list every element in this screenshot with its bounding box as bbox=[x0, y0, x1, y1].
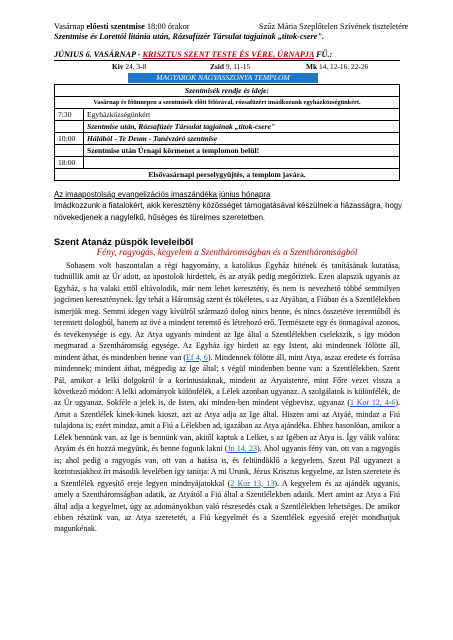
church-name-banner: MAGYAROK NAGYASSZONYA TEMPLOM bbox=[128, 73, 318, 83]
schedule-intention bbox=[84, 157, 400, 169]
schedule-row bbox=[55, 133, 400, 145]
schedule-time: 18:00 bbox=[55, 157, 84, 169]
schedule-row bbox=[55, 145, 400, 157]
feast-name: KRISZTUS SZENT TESTE ÉS VÉRE, ÚRNAPJA bbox=[142, 50, 315, 59]
scripture-link[interactable]: Ef 4, 6 bbox=[186, 352, 208, 362]
letter-body bbox=[54, 260, 400, 535]
reading-2-book: Zsid bbox=[210, 62, 224, 71]
schedule-time: 10:00 bbox=[55, 133, 84, 145]
mass-schedule-table bbox=[54, 84, 400, 181]
letter-text-5: ). A kegyelem és az ajándék ugyanis, amely a Szentháromságban adatik, az Atyától a Fiú által a Szentlélekben adatik. Mert amint az Atya a Fiú által adja a kegyelmet, úgy az adományokban való részesedés csak a Szentlélekben lehetséges. De amikor ebben részünk van, az Atya szeretetét, a Fiú kegyelmét és a Szentlélek egyesítő erejét mondhatjuk magunkénak. bbox=[54, 478, 401, 534]
evening-mass-time: 18:00 órakor bbox=[144, 22, 190, 31]
evening-mass-bold: előesti szentmise bbox=[86, 22, 145, 31]
letter-title: Szent Atanáz püspök leveleiből bbox=[54, 236, 194, 247]
schedule-intention: Hálából - Te Deum - Tanévzáró szentmise bbox=[84, 133, 400, 145]
schedule-time bbox=[55, 121, 84, 133]
reading-3-ref: 14, 12-16. 22-26 bbox=[317, 62, 369, 71]
letter-paragraph bbox=[54, 260, 400, 535]
schedule-row bbox=[55, 157, 400, 169]
reading-2 bbox=[210, 62, 250, 71]
letter-text-1: Sohasem volt haszontalan a régi hagyomány, a katolikus Egyház hitének és tanításának kutatása, tudniillik amit az Úr adott, az apostolok hirdettek, és az atyák pedig megőriztek. Ezen alapszik ugyanis az Egyház, s ha valaki ettől eltávolodik, már nem lehet keresztény, és nem is nevezhető többé semmilyen jogcímen kereszténynek. Így tehát a Háromság szent és tökéletes, s az Atyában, a Fiúban és a Szentlélekben ismerjük meg. Semmi idegen vagy kívülről származó dolog nincs benne, és nincs összetéve teremtőből és teremtett dologból, hanem az övé a mindent teremtő és létrehozó erő. Természete egy és önmagával azonos, és tevékenysége is egy. Az Atya ugyanis mindent az Ige által a Szentlélekben cselekszik, s így módon megmarad a Szentháromság egysége. Az Egyház így hirdeti az egy Istent, aki mindennek fölötte áll, mindent áthat, és mindenben benne van ( bbox=[54, 261, 400, 362]
scripture-link[interactable]: 2 Kor 13, 13 bbox=[230, 478, 275, 488]
rosary-note: Szentmise és Lorettói litánia után, Rózsafüzér Társulat tagjainak „titok-csere". bbox=[54, 32, 325, 41]
letter-text-4: ). Ahol ugyanis fény van, ott van a ragyogás is; ahol pedig a ragyogás van, ott van a hatása is, és feltündöklő a kegyelem. Szent Pál ugyanezt a korintusiakhoz írt második levelében így tanítja: A mi Urunk, Jézus Krisztus kegyelme, az Isten szeretete és a Szentlélek egyesítő ereje legyen mindnyájatokkal ( bbox=[54, 444, 400, 488]
schedule-intention: Szentmise után Úrnapi körmenet a templomon belül! bbox=[84, 145, 400, 157]
schedule-row bbox=[55, 109, 400, 121]
evening-mass-line bbox=[54, 22, 409, 31]
prayer-intention-title: Az imaapostolság evangelizációs imaszándéka június hónapra bbox=[54, 190, 271, 199]
reading-1-ref: 24, 3-8 bbox=[123, 62, 147, 71]
feast-suffix: FŰ.: bbox=[314, 50, 333, 59]
schedule-intention: Egyházközségünkért bbox=[84, 109, 400, 121]
schedule-time: 7:30 bbox=[55, 109, 84, 121]
reading-3-book: Mk bbox=[306, 62, 318, 71]
reading-1 bbox=[112, 62, 146, 71]
schedule-time bbox=[55, 145, 84, 157]
sunday-date: JÚNIUS 6. VASÁRNAP - bbox=[54, 50, 143, 59]
reading-2-ref: 9, 11-15 bbox=[223, 62, 251, 71]
prayer-intention-text: Imádkozzunk a fiatalokért, akik keresztény közösséget támogatásával készülnek a házasságra, hogy növekedjenek a nagylelkű, hűséges és türelmes szeretetben. bbox=[54, 201, 403, 222]
scripture-link[interactable]: 1 Kor 12, 4-6 bbox=[350, 398, 396, 408]
evening-mass-prefix: Vasárnap bbox=[54, 22, 87, 31]
letter-text-3: ). Amit a Szentlélek kinek-kinek kioszt, azt az Atya adja az Ige által. Hiszen ami az Atyáé, mindaz a Fiú tulajdona is; ezért mindaz, amit a Fiú a Lélekben ad, igazában az Atya ajándéka. Ehhez hasonlóan, amikor a Lélek bennünk van, az Ige is bennünk van, akitől kaptuk a Lelket, s az Igében az Atya is. Így válik valóra: Atyám és én hozzá megyünk, és benne fogunk lakni ( bbox=[54, 398, 400, 454]
schedule-header: Szentmisék rendje és ideje: bbox=[55, 85, 400, 97]
sunday-heading bbox=[54, 50, 400, 61]
collection-note: Elsővasárnapi perselygyűjtés, a templom javára. bbox=[55, 169, 400, 181]
schedule-note: Vasárnap és főünnepen a szentmisék előtt félórával, rózsafüzért imádkozunk egyházközségünkért. bbox=[55, 97, 400, 109]
schedule-row bbox=[55, 121, 400, 133]
reading-3 bbox=[306, 62, 368, 71]
reading-1-book: Kiv bbox=[112, 62, 124, 71]
letter-text-2: ). Mindennek fölötte áll, mint Atya, aszaz eredete és forrása mindennek; mindent áthat, mégpedig az Ige által; s végül mindenben benne van: a Szentlélekben. Szent Pál, amikor a lelki dolgokról ír a korintusiaknak, mindent az Atyaistenre, mint Főre vezet vissza a következő módon: A lelki adományok különfélék, a Lélek azonban ugyanaz. A szolgálatok is különfélék, de az Úr ugyanaz. Sokféle a jelek is, de Isten, aki minden-ben mindent végbevisz, ugyanaz ( bbox=[54, 352, 401, 408]
schedule-intention: Szentmise után, Rózsafüzér Társulat tagjainak „titok-csere" bbox=[84, 121, 400, 133]
dedication-text: Szűz Mária Szeplőtelen Szívének tiszteletére bbox=[259, 22, 409, 31]
scripture-link[interactable]: Jn 14, 23 bbox=[227, 444, 257, 454]
letter-subtitle: Fény, ragyogás, kegyelem a Szentháromságban és a Szentháromságból bbox=[96, 247, 358, 257]
prayer-intention bbox=[54, 189, 404, 223]
